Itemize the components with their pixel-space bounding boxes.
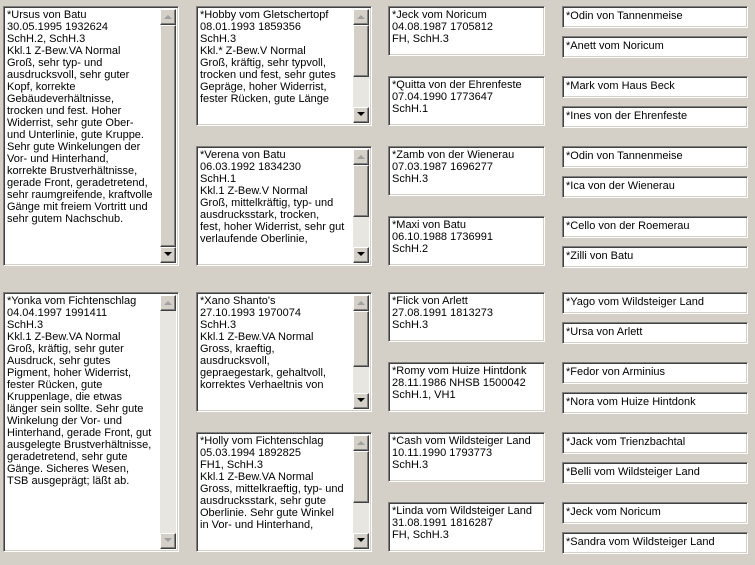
arrow-down-icon bbox=[357, 252, 365, 257]
scroll-down-button[interactable] bbox=[353, 107, 369, 123]
arrow-down-icon bbox=[357, 112, 365, 117]
scroll-thumb[interactable] bbox=[353, 165, 369, 217]
grandparent-text[interactable]: *Linda vom Wildsteiger Land 31.08.1991 1816287 FH, SchH.3 bbox=[392, 505, 533, 541]
sire-details-box[interactable] bbox=[196, 292, 372, 412]
scroll-up-button[interactable] bbox=[160, 295, 176, 311]
scroll-down-button[interactable] bbox=[353, 393, 369, 409]
grandparent-box[interactable] bbox=[388, 6, 545, 56]
great-grandparent-field[interactable] bbox=[562, 292, 748, 314]
scroll-thumb[interactable] bbox=[353, 25, 369, 77]
grandparent-box[interactable] bbox=[388, 146, 545, 196]
grandparent-box[interactable] bbox=[388, 76, 545, 126]
scroll-up-button[interactable] bbox=[353, 149, 369, 165]
great-grandparent-field[interactable] bbox=[562, 6, 748, 28]
dog-details-text[interactable]: *Yonka vom Fichtenschlag 04.04.1997 1991411 SchH.3 Kkl.1 Z-Bew.VA Normal Groß, kräftig, sehr guter Ausdruck, sehr gutes Pigment, hoher Widerrist, fester Rücken, gute Kruppenlage, die etwas länger sein sollte. Sehr gute Winkelung der Vor- und Hinterhand, gerade Front, gut ausgelegte Brustverhältnisse, geradetretend, sehr gute Gänge. Sicheres Wesen, TSB ausgeprägt; läßt ab. bbox=[7, 295, 152, 487]
great-grandparent-field[interactable] bbox=[562, 362, 748, 384]
arrow-up-icon bbox=[164, 300, 172, 305]
great-grandparent-text[interactable]: *Cello von der Roemerau bbox=[566, 220, 690, 232]
great-grandparent-field[interactable] bbox=[562, 216, 748, 238]
great-grandparent-text[interactable]: *Belli vom Wildsteiger Land bbox=[566, 466, 700, 478]
vertical-scrollbar[interactable] bbox=[353, 295, 369, 409]
dog-details-text[interactable]: *Ursus von Batu 30.05.1995 1932624 SchH.2, SchH.3 Kkl.1 Z-Bew.VA Normal Groß, sehr typ- und ausdrucksvoll, sehr guter Kopf, korrekte Gebäudeverhältnisse, trocken und fest. Hoher Widerrist, sehr gute Ober- und Unterlinie, gute Kruppe. Sehr gute Winkelungen der Vor- und Hinterhand, korrekte Brustverhältnisse, gerade Front, geradetretend, sehr raumgreifende, kraftvolle Gänge mit freiem Vortritt und sehr gutem Nachschub. bbox=[7, 9, 153, 225]
arrow-up-icon bbox=[357, 14, 365, 19]
vertical-scrollbar[interactable] bbox=[353, 9, 369, 123]
scroll-up-button[interactable] bbox=[353, 435, 369, 451]
vertical-scrollbar[interactable] bbox=[160, 9, 176, 263]
great-grandparent-text[interactable]: *Mark vom Haus Beck bbox=[566, 80, 675, 92]
dog-details-box[interactable] bbox=[3, 6, 179, 266]
grandparent-box[interactable] bbox=[388, 216, 545, 266]
grandparent-text[interactable]: *Quitta von der Ehrenfeste 07.04.1990 1773647 SchH.1 bbox=[392, 79, 522, 115]
great-grandparent-field[interactable] bbox=[562, 532, 748, 554]
grandparent-box[interactable] bbox=[388, 502, 545, 552]
great-grandparent-field[interactable] bbox=[562, 246, 748, 268]
great-grandparent-field[interactable] bbox=[562, 432, 748, 454]
dam-details-text[interactable]: *Verena von Batu 06.03.1992 1834230 SchH.1 Kkl.1 Z-Bew.V Normal Groß, mittelkräftig, typ- und ausdrucksstark, trocken, fest, hoher Widerrist, sehr gut verlaufende Oberlinie, bbox=[200, 149, 345, 245]
grandparent-box[interactable] bbox=[388, 432, 545, 482]
great-grandparent-field[interactable] bbox=[562, 176, 748, 198]
scroll-down-button[interactable] bbox=[353, 247, 369, 263]
arrow-down-icon bbox=[357, 398, 365, 403]
scroll-thumb[interactable] bbox=[353, 451, 369, 503]
great-grandparent-field[interactable] bbox=[562, 322, 748, 344]
great-grandparent-field[interactable] bbox=[562, 462, 748, 484]
scroll-thumb[interactable] bbox=[160, 25, 176, 247]
dam-details-box[interactable] bbox=[196, 432, 372, 552]
scroll-up-button[interactable] bbox=[160, 9, 176, 25]
dog-details-box[interactable] bbox=[3, 292, 179, 552]
great-grandparent-text[interactable]: *Ines von der Ehrenfeste bbox=[566, 110, 688, 122]
grandparent-box[interactable] bbox=[388, 362, 545, 412]
great-grandparent-text[interactable]: *Ica von der Wienerau bbox=[566, 180, 675, 192]
arrow-down-icon bbox=[164, 538, 172, 543]
arrow-down-icon bbox=[164, 252, 172, 257]
great-grandparent-field[interactable] bbox=[562, 392, 748, 414]
scroll-down-button[interactable] bbox=[160, 247, 176, 263]
arrow-down-icon bbox=[357, 538, 365, 543]
sire-details-text[interactable]: *Hobby vom Gletschertopf 08.01.1993 1859356 SchH.3 Kkl.* Z-Bew.V Normal Groß, kräftig, sehr typvoll, trocken und fest, sehr gutes Gepräge, hoher Widerrist, fester Rücken, gute Länge bbox=[200, 9, 336, 105]
great-grandparent-field[interactable] bbox=[562, 106, 748, 128]
vertical-scrollbar[interactable] bbox=[353, 149, 369, 263]
grandparent-text[interactable]: *Jeck vom Noricum 04.08.1987 1705812 FH, SchH.3 bbox=[392, 9, 493, 45]
great-grandparent-text[interactable]: *Yago vom Wildsteiger Land bbox=[566, 296, 704, 308]
vertical-scrollbar[interactable] bbox=[160, 295, 176, 549]
arrow-up-icon bbox=[357, 300, 365, 305]
scroll-up-button[interactable] bbox=[353, 295, 369, 311]
great-grandparent-field[interactable] bbox=[562, 146, 748, 168]
great-grandparent-field[interactable] bbox=[562, 502, 748, 524]
great-grandparent-text[interactable]: *Sandra vom Wildsteiger Land bbox=[566, 536, 715, 548]
dam-details-box[interactable] bbox=[196, 146, 372, 266]
sire-details-box[interactable] bbox=[196, 6, 372, 126]
grandparent-text[interactable]: *Flick von Arlett 27.08.1991 1813273 SchH.3 bbox=[392, 295, 493, 331]
dam-details-text[interactable]: *Holly vom Fichtenschlag 05.03.1994 1892825 FH1, SchH.3 Kkl.1 Z-Bew.VA Normal Gross, mittelkraeftig, typ- und ausdrucksstark, sehr gute Oberlinie. Sehr gute Winkel in Vor- und Hinterhand, bbox=[200, 435, 344, 531]
sire-details-text[interactable]: *Xano Shanto's 27.10.1993 1970074 SchH.3 Kkl.1 Z-Bew.VA Normal Gross, kraeftig, ausdrucksvoll, gepraegestark, gehaltvoll, korrektes Verhaeltnis von bbox=[200, 295, 326, 391]
grandparent-text[interactable]: *Maxi von Batu 06.10.1988 1736991 SchH.2 bbox=[392, 219, 493, 255]
grandparent-text[interactable]: *Romy vom Huize Hintdonk 28.11.1986 NHSB 1500042 SchH.1, VH1 bbox=[392, 365, 527, 401]
great-grandparent-field[interactable] bbox=[562, 76, 748, 98]
great-grandparent-text[interactable]: *Odin von Tannenmeise bbox=[566, 10, 683, 22]
great-grandparent-text[interactable]: *Zilli von Batu bbox=[566, 250, 634, 262]
grandparent-box[interactable] bbox=[388, 292, 545, 342]
great-grandparent-field[interactable] bbox=[562, 36, 748, 58]
grandparent-text[interactable]: *Cash vom Wildsteiger Land 10.11.1990 1793773 SchH.3 bbox=[392, 435, 531, 471]
arrow-up-icon bbox=[357, 154, 365, 159]
scroll-down-button[interactable] bbox=[353, 533, 369, 549]
great-grandparent-text[interactable]: *Ursa von Arlett bbox=[566, 326, 643, 338]
scroll-down-button[interactable] bbox=[160, 533, 176, 549]
great-grandparent-text[interactable]: *Jack vom Trienzbachtal bbox=[566, 436, 686, 448]
great-grandparent-text[interactable]: *Jeck vom Noricum bbox=[566, 506, 661, 518]
grandparent-text[interactable]: *Zamb von der Wienerau 07.03.1987 1696277 SchH.3 bbox=[392, 149, 515, 185]
arrow-up-icon bbox=[164, 14, 172, 19]
scroll-thumb[interactable] bbox=[353, 311, 369, 367]
arrow-up-icon bbox=[357, 440, 365, 445]
great-grandparent-text[interactable]: *Anett vom Noricum bbox=[566, 40, 664, 52]
scroll-up-button[interactable] bbox=[353, 9, 369, 25]
great-grandparent-text[interactable]: *Nora vom Huize Hintdonk bbox=[566, 396, 696, 408]
great-grandparent-text[interactable]: *Odin von Tannenmeise bbox=[566, 150, 683, 162]
great-grandparent-text[interactable]: *Fedor von Arminius bbox=[566, 366, 666, 378]
vertical-scrollbar[interactable] bbox=[353, 435, 369, 549]
